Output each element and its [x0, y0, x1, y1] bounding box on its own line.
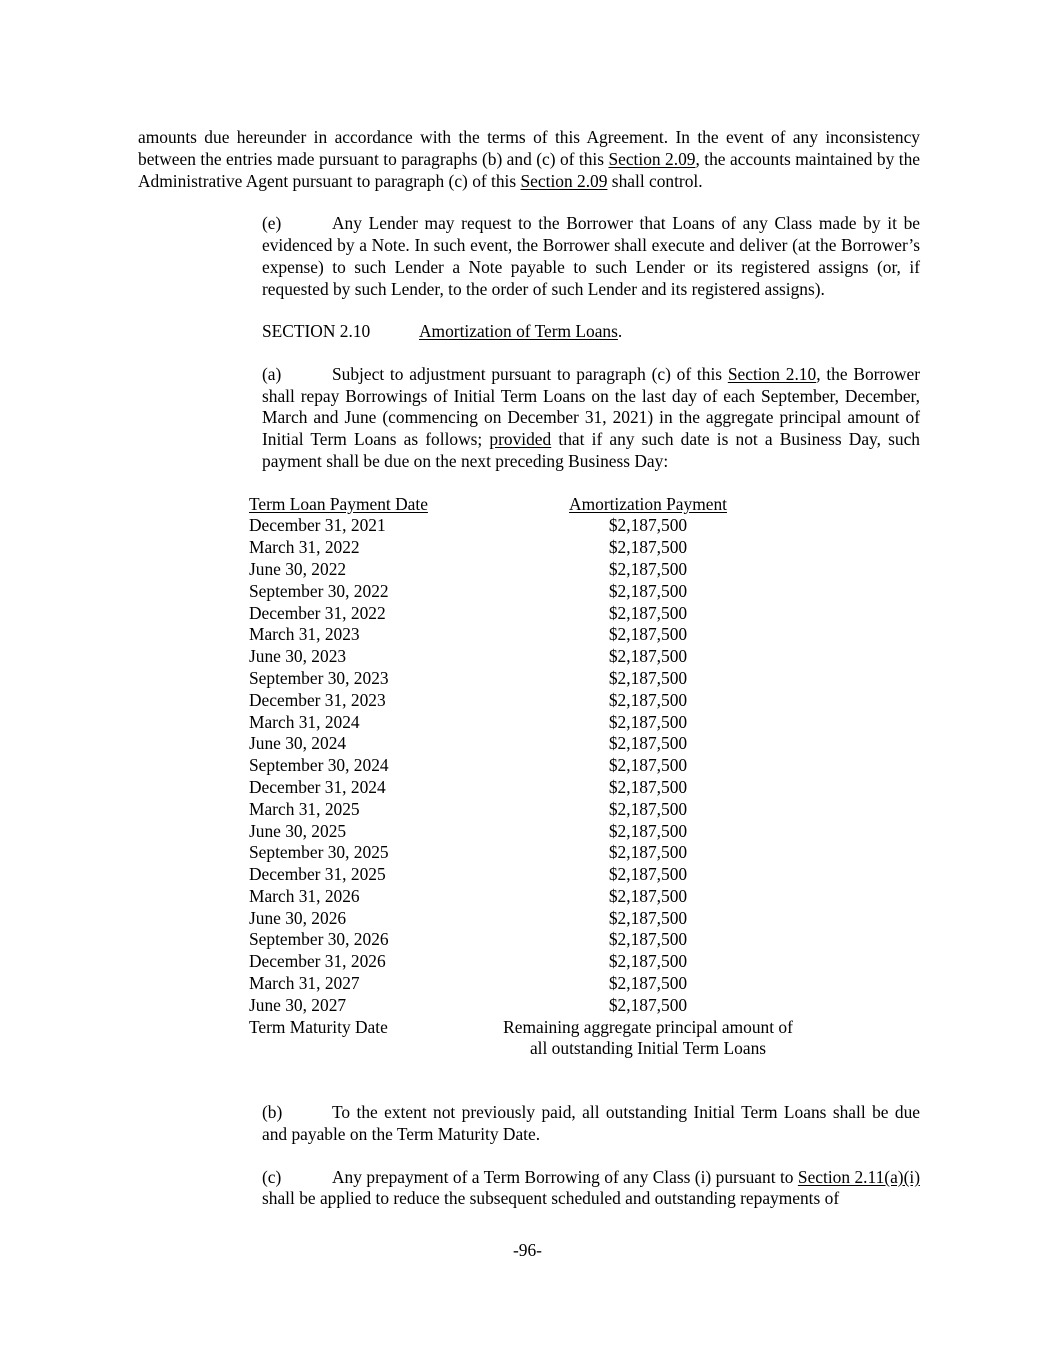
payment-date-cell: September 30, 2025 — [249, 842, 389, 863]
payment-date-cell: December 31, 2022 — [249, 602, 386, 623]
table-row — [249, 559, 812, 581]
table-row — [249, 864, 812, 886]
table-row — [249, 515, 812, 537]
payment-date-cell: June 30, 2025 — [249, 820, 347, 841]
section-title-period: . — [617, 321, 623, 342]
payment-date-cell: March 31, 2027 — [249, 973, 360, 994]
paragraph-label: (e) — [262, 213, 282, 234]
payment-amount-cell: $2,187,500 — [608, 667, 688, 688]
payment-amount-cell: $2,187,500 — [608, 820, 688, 841]
table-row — [249, 886, 812, 908]
payment-date-cell: Term Maturity Date — [249, 1016, 388, 1037]
payment-date-cell: March 31, 2023 — [249, 624, 360, 645]
paragraph-c — [138, 1167, 920, 1211]
document-page — [138, 127, 920, 1210]
payment-date-cell: March 31, 2024 — [249, 711, 360, 732]
table-row — [249, 842, 812, 864]
payment-date-cell: September 30, 2022 — [249, 580, 389, 601]
payment-date-cell: September 30, 2023 — [249, 667, 389, 688]
table-row — [249, 581, 812, 603]
payment-date-cell: December 31, 2026 — [249, 951, 386, 972]
payment-date-cell: June 30, 2024 — [249, 733, 347, 754]
table-row — [249, 973, 812, 995]
payment-date-cell: June 30, 2026 — [249, 907, 347, 928]
section-ref-link[interactable]: Section 2.09 — [520, 170, 608, 191]
paragraph-e — [138, 213, 920, 300]
payment-amount-cell: $2,187,500 — [608, 558, 688, 579]
table-row — [249, 668, 812, 690]
payment-date-cell: June 30, 2022 — [249, 558, 347, 579]
column-header-text: Term Loan Payment Date — [249, 493, 428, 514]
page-number: -96- — [513, 1240, 542, 1260]
paragraph-label: (c) — [262, 1166, 282, 1187]
table-row — [249, 537, 812, 559]
payment-date-cell: March 31, 2025 — [249, 798, 360, 819]
paragraph-text: that if any such date is not a Business Day, such payment shall be due on the next preceding Business Day: — [262, 429, 920, 471]
section-ref-link[interactable]: Section 2.09 — [608, 148, 696, 169]
paragraph-b — [138, 1102, 920, 1146]
payment-amount-cell: $2,187,500 — [608, 907, 688, 928]
table-row — [249, 777, 812, 799]
paragraph-text: shall be applied to reduce the subsequent scheduled and outstanding repayments of — [262, 1188, 840, 1209]
column-header-payment — [484, 494, 812, 516]
section-number: SECTION 2.10 — [262, 321, 371, 342]
payment-amount-cell: $2,187,500 — [608, 733, 688, 754]
paragraph-text: Any Lender may request to the Borrower that Loans of any Class made by it be evidenced by a Note. In such event, the Borrower shall execute and deliver (at the Borrower’s expense) to such Lender a Note payable to such Lender or its registered assigns (or, if requested by such Lender, to the order of such Lender and its registered assigns). — [262, 213, 920, 299]
payment-amount-cell: $2,187,500 — [608, 842, 688, 863]
paragraph-text: amounts due hereunder in accordance with the terms of this Agreement. In the event of any inconsistency between the entries made pursuant to paragraphs (b) and (c) of this — [138, 127, 920, 169]
payment-amount-cell: $2,187,500 — [608, 624, 688, 645]
table-row — [249, 733, 812, 755]
payment-date-cell: March 31, 2022 — [249, 537, 360, 558]
payment-amount-cell: $2,187,500 — [608, 689, 688, 710]
payment-amount-line: all outstanding Initial Term Loans — [529, 1038, 767, 1059]
payment-date-cell: September 30, 2024 — [249, 755, 389, 776]
payment-amount-cell: $2,187,500 — [608, 885, 688, 906]
payment-amount-cell: $2,187,500 — [608, 864, 688, 885]
column-header-text: Amortization Payment — [569, 493, 727, 514]
payment-amount-cell: $2,187,500 — [608, 602, 688, 623]
payment-amount-cell: $2,187,500 — [608, 994, 688, 1015]
paragraph-text: shall control. — [607, 170, 703, 191]
paragraph-continuation — [138, 127, 920, 192]
payment-amount-cell: $2,187,500 — [608, 798, 688, 819]
payment-date-cell: June 30, 2027 — [249, 994, 347, 1015]
table-row — [249, 951, 812, 973]
provided-term: provided — [489, 429, 552, 450]
payment-amount-line: Remaining aggregate principal amount of — [503, 1016, 793, 1037]
table-row — [249, 755, 812, 777]
table-row — [249, 646, 812, 668]
paragraph-text: To the extent not previously paid, all outstanding Initial Term Loans shall be due and payable on the Term Maturity Date. — [262, 1102, 920, 1145]
paragraph-a — [138, 364, 920, 473]
paragraph-text: , the Borrower shall repay Borrowings of Initial Term Loans on the last day of each September, December, March and June (commencing on December 31, 2021) in the aggregate principal amount of Initial Term Loans as follows; — [262, 363, 920, 450]
section-heading — [138, 321, 920, 343]
paragraph-label: (b) — [262, 1102, 283, 1123]
payment-amount-cell: $2,187,500 — [608, 646, 688, 667]
paragraph-label: (a) — [262, 363, 282, 384]
section-title: Amortization of Term Loans — [419, 321, 618, 342]
table-row — [249, 624, 812, 646]
payment-amount-cell: $2,187,500 — [608, 537, 688, 558]
paragraph-text: , the accounts maintained by the Administrative Agent pursuant to paragraph (c) of this — [138, 148, 920, 191]
table-row — [249, 690, 812, 712]
payment-amount-cell: $2,187,500 — [608, 973, 688, 994]
payment-amount-cell: $2,187,500 — [608, 776, 688, 797]
payment-date-cell: December 31, 2021 — [249, 515, 386, 536]
payment-amount-cell: $2,187,500 — [608, 755, 688, 776]
table-row — [249, 995, 812, 1017]
table-row — [249, 821, 812, 843]
paragraph-text: Subject to adjustment pursuant to paragraph (c) of this — [332, 363, 728, 384]
payment-amount-cell: $2,187,500 — [608, 929, 688, 950]
payment-amount-cell: $2,187,500 — [608, 711, 688, 732]
table-row — [249, 799, 812, 821]
payment-amount-cell: $2,187,500 — [608, 951, 688, 972]
payment-date-cell: December 31, 2025 — [249, 864, 386, 885]
table-row — [249, 929, 812, 951]
payment-date-cell: September 30, 2026 — [249, 929, 389, 950]
section-ref-link[interactable]: Section 2.10 — [727, 363, 817, 384]
table-row — [249, 712, 812, 734]
table-header-row — [249, 494, 812, 516]
table-row — [249, 603, 812, 625]
payment-date-cell: December 31, 2024 — [249, 776, 386, 797]
table-row — [249, 908, 812, 930]
payment-date-cell: December 31, 2023 — [249, 689, 386, 710]
payment-amount-cell: $2,187,500 — [608, 515, 688, 536]
column-header-date — [249, 494, 484, 516]
amortization-schedule-table — [249, 494, 812, 1061]
section-ref-link[interactable]: Section 2.11(a)(i) — [797, 1166, 920, 1187]
payment-amount-cell: $2,187,500 — [608, 580, 688, 601]
table-row-final — [249, 1017, 812, 1061]
payment-date-cell: June 30, 2023 — [249, 646, 347, 667]
schedule-body — [249, 515, 812, 1016]
paragraph-text: Any prepayment of a Term Borrowing of any Class (i) pursuant to — [332, 1166, 798, 1187]
payment-amount-cell — [484, 1017, 812, 1061]
payment-date-cell: March 31, 2026 — [249, 885, 360, 906]
